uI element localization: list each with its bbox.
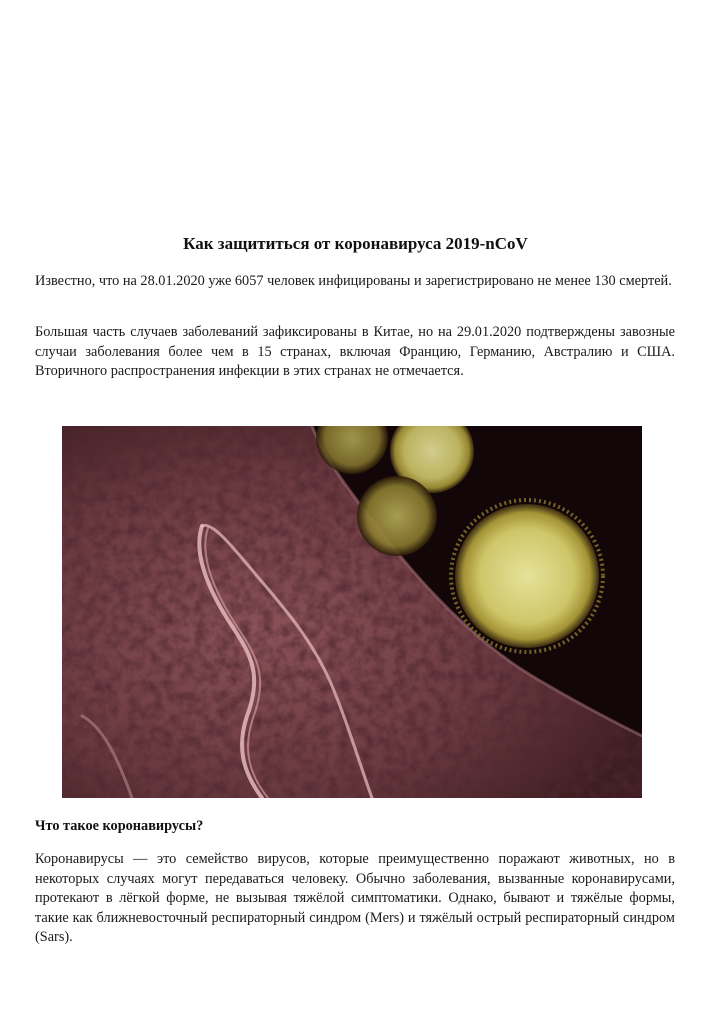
coronavirus-micrograph-image bbox=[62, 426, 642, 798]
page-title: Как защититься от коронавируса 2019-nCoV bbox=[183, 234, 528, 253]
intro-paragraph: Известно, что на 28.01.2020 уже 6057 человек инфицированы и зарегистрировано не менее 130 смертей. bbox=[35, 273, 672, 289]
spread-paragraph: Большая часть случаев заболеваний зафиксированы в Китае, но на 29.01.2020 подтверждены завозные случаи заболевания более чем в 15 странах, включая Францию, Германию, Австралию и США. Вторичного распространения инфекции в этих странах не отмечается. bbox=[35, 324, 675, 380]
definition-paragraph: Коронавирусы — это семейство вирусов, которые преимущественно поражают животных, но в некоторых случаях могут передаваться человеку. Обычно заболевания, вызванные коронавирусами, протекают в лёгкой форме, не вызывая тяжёлой симптоматики. Однако, бывают и тяжёлые формы, такие как ближневосточный респираторный синдром (Mers) и тяжёлый острый респираторный синдром (Sars). bbox=[35, 851, 675, 946]
section-heading: Что такое коронавирусы? bbox=[35, 818, 204, 834]
